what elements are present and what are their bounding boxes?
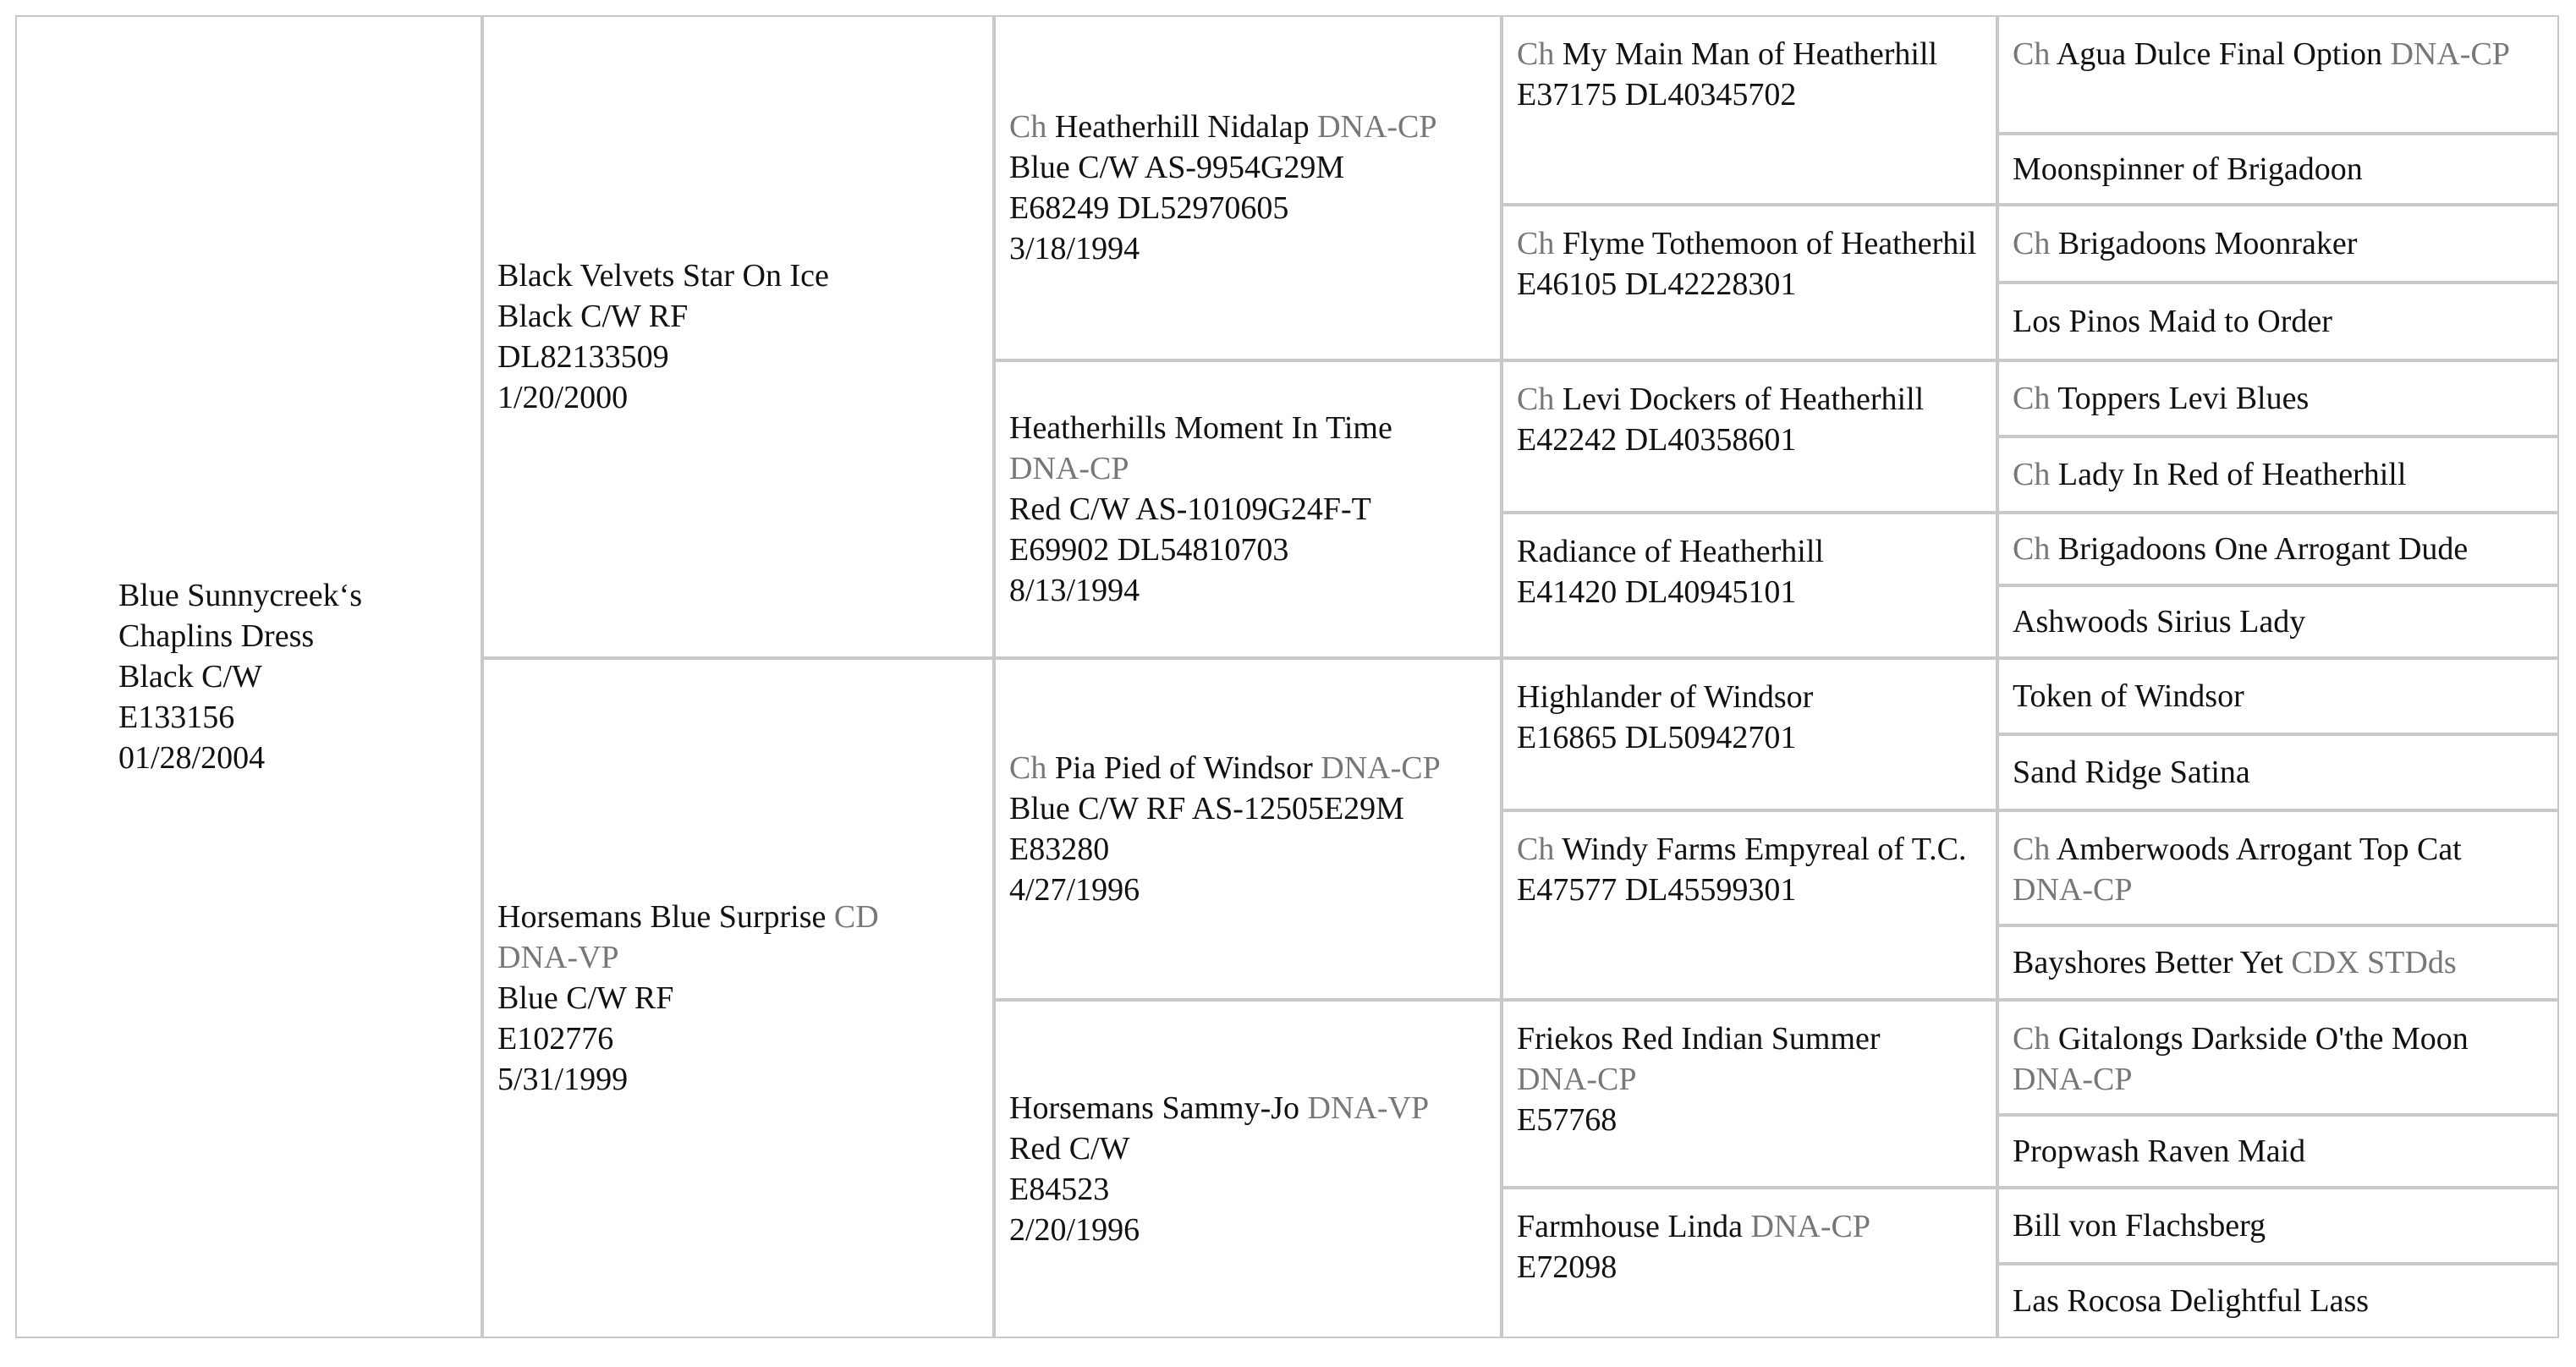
gen5-name-line [2013,378,2547,419]
subject-line: E133156 [118,700,235,735]
gen5-cell-11 [1997,810,2559,925]
gen5-dna: DNA-CP [2013,872,2133,908]
gen3-line: 4/27/1996 [1009,872,1140,908]
champion-title: Ch [2013,531,2051,567]
gen5-name-line [2013,942,2547,983]
dam-line: Blue C/W RF [497,980,674,1016]
gen4-cell-6 [1502,810,1997,1000]
gen3-line: E84523 [1009,1172,1110,1207]
gen3-line: E68249 DL52970605 [1009,190,1289,226]
gen5-name: Bill von Flachsberg [2013,1208,2266,1243]
dam-line: 5/31/1999 [497,1062,629,1097]
gen5-name: Ashwoods Sirius Lady [2013,604,2306,640]
sire-name: Black Velvets Star On Ice [497,258,829,294]
gen3-dna: DNA-CP [1317,109,1437,145]
gen5-info-7 [2013,529,2547,569]
dam-cell [482,658,994,1338]
gen5-info-2 [2013,149,2547,189]
gen5-info-15 [2013,1205,2547,1246]
gen3-name-line [1009,1088,1490,1128]
gen5-info-14 [2013,1131,2547,1172]
gen4-name: Highlander of Windsor [1517,679,1814,715]
gen3-line: 8/13/1994 [1009,573,1140,608]
gen5-title-suffix: CDX STDds [2291,945,2457,980]
gen3-name-line [1009,748,1490,788]
champion-title: Ch [1517,832,1555,867]
gen4-line: E57768 [1517,1102,1618,1138]
gen5-name: Token of Windsor [2013,678,2244,714]
sire-line: DL82133509 [497,339,669,375]
subject-dog-cell [15,15,482,1338]
gen5-dna: DNA-CP [2013,1062,2133,1097]
gen5-cell-6 [1997,436,2559,513]
gen3-dna: DNA-VP [1307,1090,1430,1126]
dam-name-line [497,897,982,937]
gen3-cell-2 [994,360,1502,658]
gen4-line: E41420 DL40945101 [1517,574,1797,610]
gen5-cell-9 [1997,658,2559,734]
gen4-name: Flyme Tothemoon of Heatherhil [1562,226,1977,261]
dam-line: E102776 [497,1021,614,1057]
gen5-info-5 [2013,378,2547,419]
gen3-line: Blue C/W RF AS-12505E29M [1009,791,1404,826]
gen4-info-6 [1517,829,1986,910]
subject-line: Chaplins Dress [118,618,315,654]
champion-title: Ch [2013,832,2051,867]
dam-dna: DNA-VP [497,940,619,975]
gen5-cell-8 [1997,585,2559,658]
gen4-cell-4 [1502,513,1997,658]
sire-cell [482,15,994,658]
gen5-cell-1 [1997,15,2559,134]
gen4-cell-7 [1502,1000,1997,1188]
gen3-line: 2/20/1996 [1009,1212,1140,1248]
gen4-line: E37175 DL40345702 [1517,77,1797,113]
gen3-line: 3/18/1994 [1009,231,1140,266]
gen3-dna: DNA-CP [1321,750,1441,786]
gen5-cell-12 [1997,925,2559,1000]
gen3-info-3 [1009,748,1490,910]
gen5-name: Brigadoons Moonraker [2057,226,2358,261]
gen5-info-12 [2013,942,2547,983]
gen5-info-16 [2013,1281,2547,1321]
gen5-cell-10 [1997,734,2559,810]
gen5-name: Toppers Levi Blues [2057,381,2310,416]
gen5-cell-4 [1997,283,2559,360]
gen4-info-7 [1517,1018,1986,1140]
gen5-name-line [2013,1018,2547,1059]
gen3-cell-4 [994,1000,1502,1338]
gen5-dna: DNA-CP [2390,36,2510,72]
gen5-cell-7 [1997,513,2559,585]
subject-line: 01/28/2004 [118,740,266,776]
gen4-info-5 [1517,677,1986,758]
gen3-line: E83280 [1009,832,1110,867]
gen5-cell-13 [1997,1000,2559,1115]
gen4-name-line [1517,1206,1986,1247]
gen3-cell-1 [994,15,1502,360]
gen4-name-line [1517,829,1986,870]
dam-name: Horsemans Blue Surprise [497,899,827,935]
gen5-name-line [2013,223,2547,264]
gen4-dna: DNA-CP [1517,1062,1637,1097]
gen5-info-8 [2013,601,2547,642]
gen5-info-4 [2013,301,2547,342]
gen5-name: Moonspinner of Brigadoon [2013,151,2363,187]
gen5-name: Sand Ridge Satina [2013,755,2250,790]
gen5-cell-5 [1997,360,2559,436]
gen4-info-4 [1517,531,1986,612]
champion-title: Ch [1517,382,1555,417]
gen4-line: E16865 DL50942701 [1517,720,1797,755]
gen4-line: E46105 DL42228301 [1517,266,1797,302]
gen4-line: E42242 DL40358601 [1517,422,1797,458]
sire-info [497,255,982,418]
gen4-info-3 [1517,379,1986,460]
gen3-line: Red C/W AS-10109G24F-T [1009,491,1371,527]
gen4-cell-1 [1502,15,1997,205]
gen4-line: E47577 DL45599301 [1517,872,1797,908]
gen4-line: E72098 [1517,1249,1618,1285]
gen5-info-6 [2013,454,2547,495]
gen3-cell-3 [994,658,1502,1000]
champion-title: Ch [1009,109,1047,145]
dam-info [497,897,982,1100]
gen3-name-line [1009,107,1490,147]
gen4-name-line [1517,223,1986,264]
gen5-info-10 [2013,752,2547,793]
gen4-cell-5 [1502,658,1997,810]
champion-title: Ch [2013,381,2051,416]
champion-title: Ch [1517,36,1555,72]
gen4-info-2 [1517,223,1986,305]
sire-line: 1/20/2000 [497,380,629,415]
champion-title: Ch [2013,36,2051,72]
champion-title: Ch [2013,457,2051,492]
champion-title: Ch [2013,1021,2051,1057]
subject-dog-info [118,575,470,778]
gen4-info-1 [1517,34,1986,115]
gen4-dna: DNA-CP [1750,1209,1870,1244]
gen5-cell-16 [1997,1264,2559,1338]
gen5-name: Brigadoons One Arrogant Dude [2057,531,2469,567]
gen3-name: Heatherhill Nidalap [1054,109,1310,145]
gen4-cell-2 [1502,205,1997,360]
gen5-cell-15 [1997,1188,2559,1264]
champion-title: Ch [1009,750,1047,786]
gen4-name: My Main Man of Heatherhill [1562,36,1938,72]
gen5-name: Propwash Raven Maid [2013,1134,2306,1169]
gen5-info-11 [2013,829,2547,910]
gen5-name-line [2013,454,2547,495]
gen5-name-line [2013,34,2547,74]
dam-title-suffix: CD [833,899,879,935]
gen4-info-8 [1517,1206,1986,1287]
gen3-line: Red C/W [1009,1131,1130,1167]
gen5-name: Agua Dulce Final Option [2056,36,2382,72]
gen5-cell-14 [1997,1115,2559,1188]
gen3-line: Blue C/W AS-9954G29M [1009,150,1345,185]
gen5-cell-3 [1997,205,2559,283]
gen3-dna: DNA-CP [1009,451,1129,486]
gen5-info-9 [2013,676,2547,716]
gen5-name: Los Pinos Maid to Order [2013,304,2332,339]
gen5-info-13 [2013,1018,2547,1100]
gen5-name: Gitalongs Darkside O'the Moon [2057,1021,2469,1057]
gen4-name: Levi Dockers of Heatherhill [1562,382,1925,417]
gen3-info-4 [1009,1088,1490,1250]
gen4-name: Friekos Red Indian Summer [1517,1021,1881,1057]
gen5-name: Las Rocosa Delightful Lass [2013,1283,2370,1319]
gen5-name: Bayshores Better Yet [2013,945,2283,980]
gen4-name-line [1517,379,1986,420]
gen5-info-1 [2013,34,2547,74]
gen4-name: Farmhouse Linda [1517,1209,1744,1244]
sire-line: Black C/W RF [497,299,689,334]
gen4-cell-3 [1502,360,1997,513]
gen4-name: Radiance of Heatherhill [1517,534,1824,569]
gen5-info-3 [2013,223,2547,264]
champion-title: Ch [1517,226,1555,261]
gen3-line: E69902 DL54810703 [1009,532,1289,568]
gen4-name-line [1517,34,1986,74]
subject-line: Blue Sunnycreek‘s [118,578,363,613]
gen5-cell-2 [1997,134,2559,205]
subject-line: Black C/W [118,659,262,694]
gen4-cell-8 [1502,1188,1997,1338]
gen3-info-1 [1009,107,1490,269]
gen5-name: Lady In Red of Heatherhill [2057,457,2407,492]
gen3-name: Pia Pied of Windsor [1054,750,1313,786]
gen3-name: Horsemans Sammy-Jo [1009,1090,1300,1126]
gen5-name: Amberwoods Arrogant Top Cat [2056,832,2462,867]
gen3-info-2 [1009,408,1490,611]
gen5-name-line [2013,829,2547,870]
gen3-name: Heatherhills Moment In Time [1009,410,1392,446]
gen5-name-line [2013,529,2547,569]
champion-title: Ch [2013,226,2051,261]
gen4-name: Windy Farms Empyreal of T.C. [1562,832,1967,867]
